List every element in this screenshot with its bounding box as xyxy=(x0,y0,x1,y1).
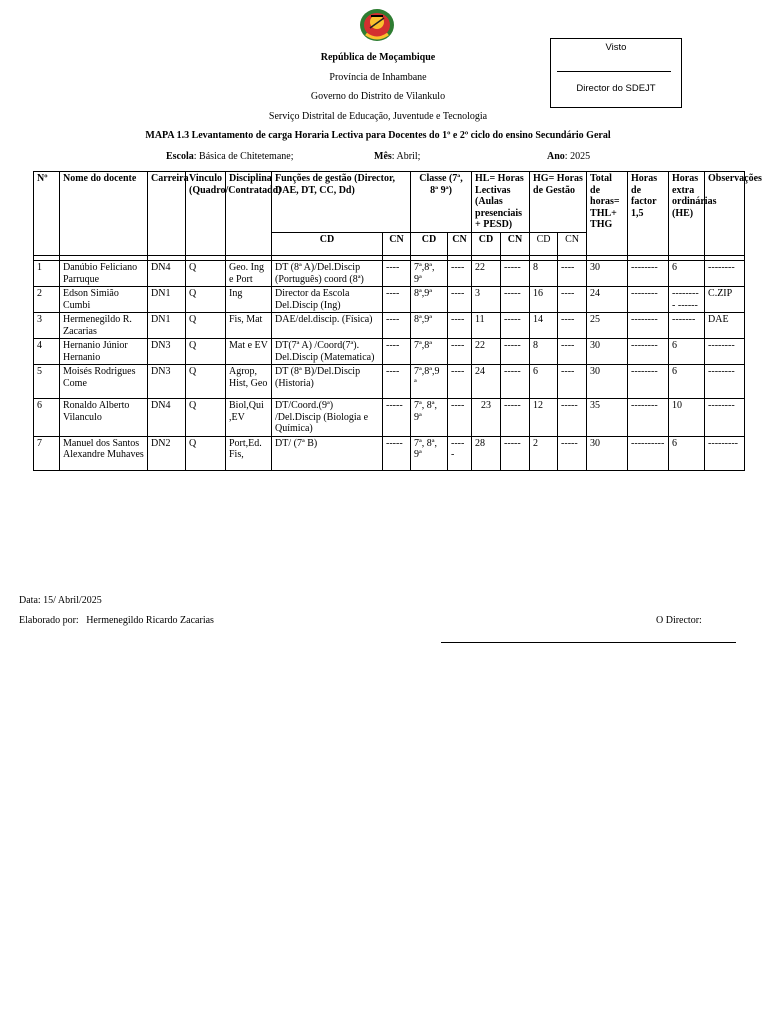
cell-hl-cn: ----- xyxy=(501,436,530,470)
cell-extra: 10 xyxy=(669,399,705,437)
cell-extra: --------- ------ xyxy=(669,287,705,313)
cell-hg-cd: 2 xyxy=(530,436,558,470)
hl-cd-subheader: CD xyxy=(472,233,501,256)
table-row xyxy=(34,313,745,339)
cell-hg-cn: ----- xyxy=(558,399,587,437)
cell-disciplina: Biol,Qui ,EV xyxy=(226,399,272,437)
classe-cn-subheader: CN xyxy=(448,233,472,256)
month-value: : Abril; xyxy=(391,151,421,162)
table-row xyxy=(34,287,745,313)
cell-name: Edson Simião Cumbi xyxy=(60,287,148,313)
col-hl-header: HL= Horas Lectivas (Aulas presenciais + PESD) xyxy=(472,172,530,233)
funcoes-cn-subheader: CN xyxy=(383,233,411,256)
director-signature-line xyxy=(441,642,736,643)
table-row xyxy=(34,261,745,287)
table-body xyxy=(34,261,745,471)
table-header-row xyxy=(34,172,745,233)
visto-signatory: Director do SDEJT xyxy=(576,83,656,94)
cell-extra: 6 xyxy=(669,436,705,470)
cell-classe-cn: ---- - xyxy=(448,436,472,470)
cell-hl-cd: 23 xyxy=(472,399,501,437)
table-row xyxy=(34,399,745,437)
cell-funcoes: DT/Coord.(9ª) /Del.Discip (Biologia e Química) xyxy=(272,399,383,437)
cell-hg-cn: ---- xyxy=(558,287,587,313)
cell-carreira: DN1 xyxy=(148,313,186,339)
cell-obs: DAE xyxy=(705,313,745,339)
hg-cd-subheader: CD xyxy=(530,233,558,256)
year-field xyxy=(547,151,590,162)
cell-obs: -------- xyxy=(705,261,745,287)
table-row xyxy=(34,365,745,399)
cell-num: 3 xyxy=(34,313,60,339)
cell-total: 30 xyxy=(587,436,628,470)
cell-hl-cd: 22 xyxy=(472,261,501,287)
cell-disciplina: Fis, Mat xyxy=(226,313,272,339)
cell-carreira: DN4 xyxy=(148,399,186,437)
cell-vinculo: Q xyxy=(186,365,226,399)
cell-total: 30 xyxy=(587,365,628,399)
cell-classe-cd: 8ª,9ª xyxy=(411,287,448,313)
col-carreira-header: Carreira xyxy=(148,172,186,256)
cell-hg-cd: 8 xyxy=(530,339,558,365)
cell-hl-cn: ----- xyxy=(501,287,530,313)
cell-funcoes: Director da Escola Del.Discip (Ing) xyxy=(272,287,383,313)
cell-obs: -------- xyxy=(705,399,745,437)
cell-classe-cd: 7ª, 8ª, 9ª xyxy=(411,399,448,437)
cell-extra: 6 xyxy=(669,339,705,365)
col-factor-header: Horas de factor 1,5 xyxy=(628,172,669,256)
district-gov-heading: Governo do Distrito de Vilankulo xyxy=(310,91,446,102)
table-row xyxy=(34,436,745,470)
cell-vinculo: Q xyxy=(186,287,226,313)
year-label: Ano xyxy=(547,151,565,162)
cell-hl-cn: ----- xyxy=(501,261,530,287)
cell-classe-cd: 7ª,8ª, 9ª xyxy=(411,261,448,287)
cell-f-cn: ---- xyxy=(383,339,411,365)
province-heading: Província de Inhambane xyxy=(329,72,427,83)
cell-num: 4 xyxy=(34,339,60,365)
cell-total: 35 xyxy=(587,399,628,437)
cell-classe-cd: 7ª, 8ª, 9ª xyxy=(411,436,448,470)
cell-classe-cd: 7ª,8ª,9 ª xyxy=(411,365,448,399)
director-label: O Director: xyxy=(656,615,702,626)
cell-factor: ---------- xyxy=(628,436,669,470)
funcoes-cd-subheader: CD xyxy=(272,233,383,256)
cell-name: Hermenegildo R. Zacarias xyxy=(60,313,148,339)
cell-total: 30 xyxy=(587,339,628,365)
cell-carreira: DN3 xyxy=(148,339,186,365)
cell-name: Ronaldo Alberto Vilanculo xyxy=(60,399,148,437)
cell-hl-cn: ----- xyxy=(501,339,530,365)
cell-hl-cd: 3 xyxy=(472,287,501,313)
cell-factor: -------- xyxy=(628,261,669,287)
cell-funcoes: DT (8ª B)/Del.Discip (Historia) xyxy=(272,365,383,399)
cell-obs: --------- xyxy=(705,436,745,470)
cell-f-cn: ---- xyxy=(383,287,411,313)
cell-hl-cd: 22 xyxy=(472,339,501,365)
cell-obs: -------- xyxy=(705,365,745,399)
col-classe-header: Classe (7ª, 8ª 9ª) xyxy=(411,172,472,233)
prepared-by-name: Hermenegildo Ricardo Zacarias xyxy=(86,615,214,626)
cell-num: 7 xyxy=(34,436,60,470)
col-name-header: Nome do docente xyxy=(60,172,148,256)
cell-vinculo: Q xyxy=(186,399,226,437)
cell-f-cn: ----- xyxy=(383,436,411,470)
cell-f-cn: ---- xyxy=(383,313,411,339)
cell-hg-cd: 6 xyxy=(530,365,558,399)
school-label: Escola xyxy=(166,151,194,162)
hl-cn-subheader: CN xyxy=(501,233,530,256)
col-obs-header: Observações xyxy=(705,172,745,256)
cell-classe-cn: ---- xyxy=(448,365,472,399)
cell-hl-cn: ----- xyxy=(501,365,530,399)
cell-hg-cn: ---- xyxy=(558,261,587,287)
cell-vinculo: Q xyxy=(186,313,226,339)
cell-classe-cd: 7ª,8ª xyxy=(411,339,448,365)
cell-disciplina: Agrop, Hist, Geo xyxy=(226,365,272,399)
cell-num: 6 xyxy=(34,399,60,437)
cell-extra: 6 xyxy=(669,365,705,399)
cell-hg-cn: ---- xyxy=(558,313,587,339)
hg-cn-subheader: CN xyxy=(558,233,587,256)
workload-table xyxy=(33,171,762,471)
cell-disciplina: Mat e EV xyxy=(226,339,272,365)
cell-carreira: DN4 xyxy=(148,261,186,287)
cell-funcoes: DAE/del.discip. (Física) xyxy=(272,313,383,339)
cell-factor: -------- xyxy=(628,287,669,313)
cell-hl-cd: 11 xyxy=(472,313,501,339)
cell-classe-cn: ---- xyxy=(448,339,472,365)
cell-classe-cd: 8ª,9ª xyxy=(411,313,448,339)
cell-num: 5 xyxy=(34,365,60,399)
cell-vinculo: Q xyxy=(186,339,226,365)
cell-classe-cn: ---- xyxy=(448,261,472,287)
col-vinculo-header: Vinculo (Quadro/Contratado) xyxy=(186,172,226,256)
cell-total: 30 xyxy=(587,261,628,287)
cell-vinculo: Q xyxy=(186,261,226,287)
cell-hl-cd: 28 xyxy=(472,436,501,470)
cell-carreira: DN1 xyxy=(148,287,186,313)
cell-hg-cn: ----- xyxy=(558,436,587,470)
cell-f-cn: ---- xyxy=(383,365,411,399)
cell-hg-cn: ---- xyxy=(558,339,587,365)
month-field xyxy=(374,151,420,162)
cell-disciplina: Ing xyxy=(226,287,272,313)
prepared-by-label: Elaborado por: xyxy=(19,615,79,626)
col-funcoes-header: Funções de gestão (Director, DAE, DT, CC, Dd) xyxy=(272,172,411,233)
table-row xyxy=(34,339,745,365)
cell-funcoes: DT/ (7ª B) xyxy=(272,436,383,470)
cell-funcoes: DT(7ª A) /Coord(7ª). Del.Discip (Matematica) xyxy=(272,339,383,365)
cell-factor: -------- xyxy=(628,365,669,399)
cell-vinculo: Q xyxy=(186,436,226,470)
cell-total: 24 xyxy=(587,287,628,313)
school-field xyxy=(166,151,293,162)
cell-carreira: DN3 xyxy=(148,365,186,399)
cell-carreira: DN2 xyxy=(148,436,186,470)
cell-hg-cd: 14 xyxy=(530,313,558,339)
cell-obs: C.ZIP xyxy=(705,287,745,313)
cell-factor: -------- xyxy=(628,399,669,437)
cell-obs: -------- xyxy=(705,339,745,365)
cell-classe-cn: ---- xyxy=(448,287,472,313)
cell-f-cn: ----- xyxy=(383,399,411,437)
cell-hg-cd: 12 xyxy=(530,399,558,437)
year-value: : 2025 xyxy=(564,151,591,162)
month-label: Mês xyxy=(374,151,392,162)
report-date: Data: 15/ Abril/2025 xyxy=(19,595,102,606)
classe-cd-subheader: CD xyxy=(411,233,448,256)
cell-factor: -------- xyxy=(628,339,669,365)
cell-classe-cn: ---- xyxy=(448,313,472,339)
cell-extra: 6 xyxy=(669,261,705,287)
cell-disciplina: Geo. Ing e Port xyxy=(226,261,272,287)
col-extra-header: Horas extra ordinárias (HE) xyxy=(669,172,705,256)
service-heading: Serviço Distrital de Educação, Juventude e Tecnologia xyxy=(268,111,488,122)
cell-total: 25 xyxy=(587,313,628,339)
col-num-header: Nº xyxy=(34,172,60,256)
cell-name: Manuel dos Santos Alexandre Muhaves xyxy=(60,436,148,470)
prepared-by xyxy=(19,615,214,626)
cell-hl-cn: ----- xyxy=(501,313,530,339)
cell-hl-cd: 24 xyxy=(472,365,501,399)
school-value: : Básica de Chitetemane; xyxy=(193,151,294,162)
cell-extra: ------- xyxy=(669,313,705,339)
cell-funcoes: DT (8ª A)/Del.Discip (Português) coord (8ª) xyxy=(272,261,383,287)
cell-num: 2 xyxy=(34,287,60,313)
cell-hg-cd: 16 xyxy=(530,287,558,313)
cell-hg-cn: ---- xyxy=(558,365,587,399)
cell-classe-cn: ---- xyxy=(448,399,472,437)
cell-name: Hernanio Júnior Hernanio xyxy=(60,339,148,365)
cell-name: Danúbio Feliciano Parruque xyxy=(60,261,148,287)
col-disciplina-header: Disciplina xyxy=(226,172,272,256)
cell-disciplina: Port,Ed. Fis, xyxy=(226,436,272,470)
cell-name: Moisés Rodrigues Come xyxy=(60,365,148,399)
republic-heading: República de Moçambique xyxy=(320,52,436,63)
col-total-header: Total de horas= THL+ THG xyxy=(587,172,628,256)
visto-label: Visto xyxy=(605,42,627,53)
cell-f-cn: ---- xyxy=(383,261,411,287)
coat-of-arms-emblem xyxy=(357,6,397,44)
cell-hg-cd: 8 xyxy=(530,261,558,287)
cell-factor: -------- xyxy=(628,313,669,339)
col-hg-header: HG= Horas de Gestão xyxy=(530,172,587,233)
cell-hl-cn: ----- xyxy=(501,399,530,437)
document-title: MAPA 1.3 Levantamento de carga Horaria Lectiva para Docentes do 1º e 2º ciclo do ensino Secundário Geral xyxy=(145,130,611,141)
cell-num: 1 xyxy=(34,261,60,287)
